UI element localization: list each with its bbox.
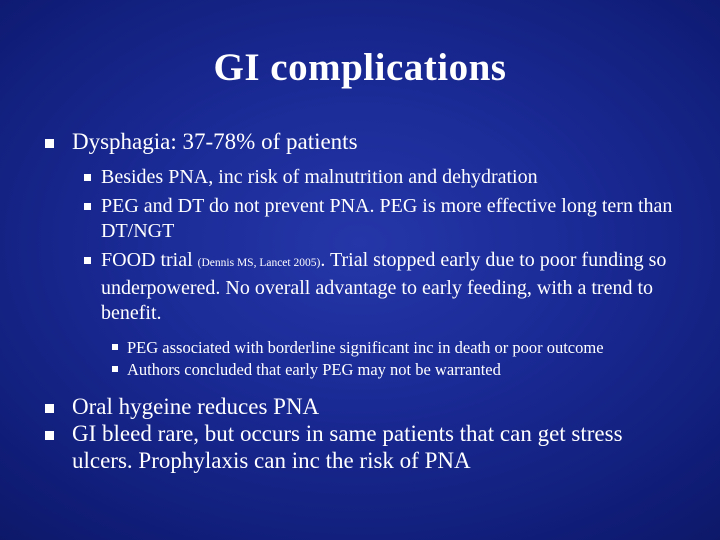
square-bullet-icon [84,257,91,264]
subbullet-text-after: . Trial stopped early due to poor funding so underpowered. No overall advantage to early feeding, with a trend to benefit. [101,249,667,324]
square-bullet-icon [45,139,54,148]
bullet-text: Dysphagia: 37-78% of patients [72,129,358,154]
subbullet-malnutrition [84,165,684,190]
subbullet-text: Besides PNA, inc risk of malnutrition and dehydration [101,166,538,188]
bullet-text: Oral hygeine reduces PNA [72,394,320,419]
square-bullet-icon [45,404,54,413]
subsubbullet-authors [112,360,684,379]
bullet-gi-bleed [44,420,684,474]
bullet-dysphagia [44,128,684,155]
subbullet-text: PEG and DT do not prevent PNA. PEG is more effective long tern than DT/NGT [101,195,673,242]
subbullet-text-before: FOOD trial [101,249,198,271]
subbullet-food-trial [84,248,684,326]
square-bullet-icon [45,431,54,440]
subsubbullet-text: PEG associated with borderline significant inc in death or poor outcome [127,338,604,357]
square-bullet-icon [84,174,91,181]
subsubbullet-peg-outcome [112,338,684,357]
citation: (Dennis MS, Lancet 2005) [197,257,321,269]
subsubbullet-text: Authors concluded that early PEG may not be warranted [127,360,501,379]
slide-title: GI complications [213,46,507,89]
square-bullet-icon [112,344,118,350]
bullet-text: GI bleed rare, but occurs in same patients that can get stress ulcers. Prophylaxis can inc the risk of PNA [72,421,623,473]
bullet-oral-hygiene [44,393,684,420]
square-bullet-icon [112,366,118,372]
slide-content [44,128,684,474]
square-bullet-icon [84,203,91,210]
subbullet-peg-dt [84,194,684,244]
food-trial-subpoints [44,338,684,379]
dysphagia-subpoints [44,165,684,379]
